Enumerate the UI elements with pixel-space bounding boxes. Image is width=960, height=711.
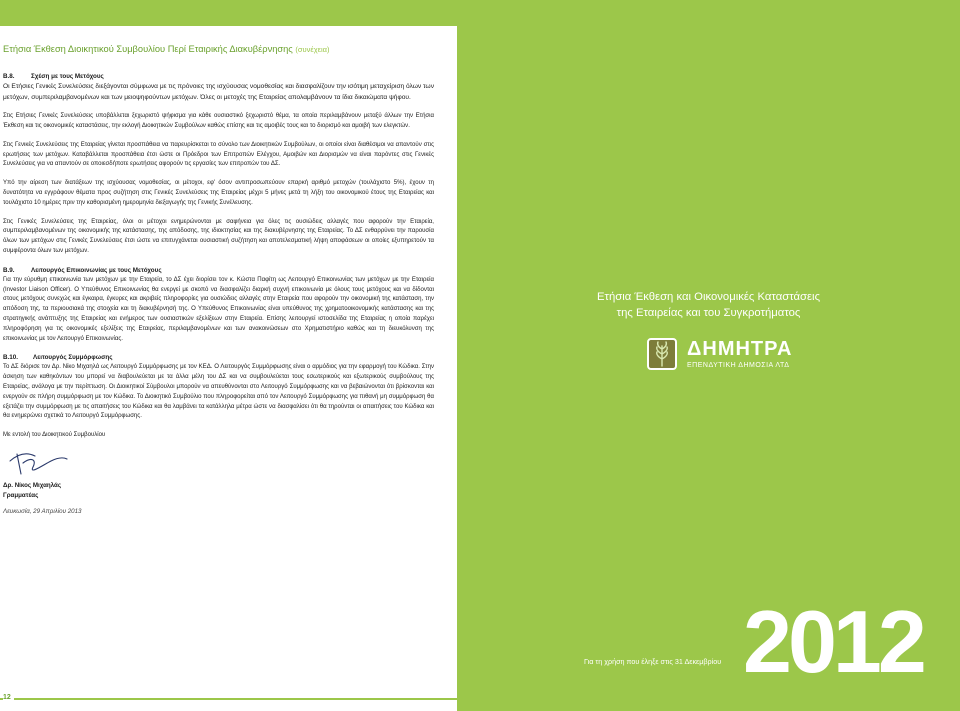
section-heading-b8: [3, 72, 434, 82]
page-title: Ετήσια Έκθεση Διοικητικού Συμβουλίου Περί Εταιρικής Διακυβέρνησης: [3, 44, 293, 54]
section-title: Σχέση με τους Μετόχους: [31, 73, 104, 80]
logo-tagline: ΕΠΕΝΔΥΤΙΚΗ ΔΗΜΟΣΙΑ ΛΤΔ: [687, 362, 790, 369]
section-number: Β.8.: [3, 73, 15, 80]
paragraph: Στις Γενικές Συνελεύσεις της Εταιρείας, όλοι οι μέτοχοι ενημερώνονται με σαφήνεια για όλες τις ουσιώδεις αλλαγές που αφορούν την Εταιρεία, συμπεριλαμβανομένων της οικονομικής της κατάστασης, της απόδοσης, της ιδιοκτησίας και της διακυβέρνησης της Εταιρείας. Το ΔΣ ενθαρρύνει την παρουσία όλων των μετόχων στις Γενικές Συνελεύσεις έτσι ώστε να επιτυγχάνεται ουσιαστική συζήτηση και αποτελεσματική λήψη αποφάσεων οι οποίες εξυπηρετούν τα συμφέροντα όλων των μετόχων.: [3, 218, 434, 254]
wheat-icon: [649, 340, 675, 368]
signature: [3, 447, 434, 481]
paragraph: Οι Ετήσιες Γενικές Συνελεύσεις διεξάγονται σύμφωνα με τις πρόνοιες της ισχύουσας νομοθεσίας και διασφαλίζουν την ισότιμη μεταχείριση όλων των μετόχων, συμπεριλαμβανομένων και των μειοψηφούντων μετόχων. Όλες οι μετοχές της Εταιρείας απολαμβάνουν τα ίδια δικαιώματα ψήφου.: [3, 83, 434, 101]
cover-title: [457, 289, 960, 321]
handwritten-signature: [7, 447, 69, 479]
company-logo: [647, 338, 807, 374]
paragraph: Το ΔΣ διόρισε τον Δρ. Νίκο Μιχαηλά ως Λειτουργό Συμμόρφωσης με τον ΚΕΔ. Ο Λειτουργός Συμμόρφωσης είναι ο αρμόδιος για την εφαρμογή του Κώδικα. Στην άσκηση των καθηκόντων του μπορεί να διαβουλεύεται με τα άλλα μέλη του ΔΣ και να συμβουλεύεται τους εσωτερικούς και εξωτερικούς συμβούλους της Εταιρείας, ανάλογα με την περίπτωση. Οι Διοικητικοί Σύμβουλοι μπορούν να απευθύνονται στο Λειτουργό Συμμόρφωσης και να βεβαιώνονται ότι βρίσκονται και ενεργούν σε πλήρη συμμόρφωση με τον Κώδικα. Το Διοικητικό Συμβούλιο που πληροφορείται από τον Λειτουργό Συμμόρφωσης για πιθανή μη συμμόρφωση θα εξετάζει την συμμόρφωση με τις απαιτήσεις του Κώδικα και θα λαμβάνει τα κατάλληλα μέτρα ώστε να διασφαλίσει ότι θα τηρούνται οι απαιτήσεις του Κώδικα και θα ενημερώνει σχετικά το Λειτουργό Συμμόρφωσης.: [3, 364, 434, 420]
section-number: Β.10.: [3, 354, 19, 362]
section-number: Β.9.: [3, 266, 15, 274]
paragraph: Στις Ετήσιες Γενικές Συνελεύσεις υποβάλλεται ξεχωριστό ψήφισμα για κάθε ουσιαστικό ξεχωριστό θέμα, τα οποία περιλαμβάνουν μεταξύ άλλων την Ετήσια Έκθεση και τις οικονομικές καταστάσεις, την εκλογή Διοικητικών Συμβούλων καθώς επίσης και τις αμοιβές τους και το διορισμό και αμοιβή των ελεγκτών.: [3, 113, 434, 129]
report-body: [3, 72, 434, 517]
year-note: Για τη χρήση που έληξε στις 31 Δεκεμβρίου: [584, 657, 722, 666]
paragraph: Υπό την αίρεση των διατάξεων της ισχύουσας νομοθεσίας, οι μέτοχοι, εφ' όσον αντιπροσωπεύουν επαρκή αριθμό μετοχών (τουλάχιστο 5%), έχουν τη δυνατότητα να εγγράφουν θέματα προς συζήτηση στις Γενικές Συνελεύσεις της Εταιρείας μέχρι 5 μήνες μετά τη λήξη του οικονομικού έτους της Εταιρείας και τουλάχιστο 10 ημέρες πριν την καθορισμένη ημερομηνία διεξαγωγής της Γενικής Συνέλευσης.: [3, 180, 434, 206]
cover-title-line: Ετήσια Έκθεση και Οικονομικές Καταστάσεις: [596, 291, 821, 303]
page-number: 12: [3, 694, 14, 701]
signer-role: Γραμματέας: [3, 491, 39, 499]
report-page: [0, 0, 457, 711]
header-band: [0, 0, 457, 26]
place-date: Λευκωσία, 29 Απριλίου 2013: [3, 508, 82, 516]
signer-name: Δρ. Νίκος Μιχαηλάς: [3, 481, 62, 489]
cover-year: 2012: [743, 592, 923, 691]
section-title: Λειτουργός Επικοινωνίας με τους Μετόχους: [31, 266, 162, 274]
cover-title-line: της Εταιρείας και του Συγκροτήματος: [616, 307, 801, 319]
board-order: Με εντολή του Διοικητικού Συμβουλίου: [3, 432, 106, 439]
continued-label: (συνέχεια): [295, 45, 330, 54]
logo-name: ΔΗΜΗΤΡΑ: [687, 338, 793, 360]
section-title: Λειτουργός Συμμόρφωσης: [33, 354, 113, 362]
paragraph: Στις Γενικές Συνελεύσεις της Εταιρείας γίνεται προσπάθεια να παρευρίσκεται το σύνολο των Διοικητικών Συμβούλων, οι οποίοι είναι διαθέσιμοι να απαντούν στις ερωτήσεις των μετόχων. Καταβάλλεται προσπάθεια έτσι ώστε οι Πρόεδροι των Επιτροπών Ελέγχου, Αμοιβών και Διορισμών να είναι παρόντες στις Γενικές Συνελεύσεις για να απαντούν σε οποιεσδήποτε ερωτήσεις αφορούν τις εργασίες των επιτροπών του ΔΣ.: [3, 141, 434, 168]
section-heading-b10: [3, 353, 434, 363]
page-header: [3, 44, 453, 55]
cover-page: [457, 0, 960, 711]
footer-rule: [0, 698, 457, 700]
paragraph: Για την εύρυθμη επικοινωνία των μετόχων με την Εταιρεία, το ΔΣ έχει διορίσει τον κ. Κώστα Παφίτη ως Λειτουργό Επικοινωνίας των μετόχων με την Εταιρεία (Investor Liaison Officer). Ο Υπεύθυνος Επικοινωνίας θα ενεργεί με σκοπό να διασφαλίζει διαρκή συχνή επικοινωνία με όλους τους μετόχους και να δίδονται στους μετόχους συνεχώς και έγκαιρα, έγκυρες και ακριβείς πληροφορίες για ουσιώδεις αλλαγές στην Εταιρεία που αφορούν την οικονομική της κατάσταση, την απόδοση της, τα περιουσιακά της στοιχεία και τη διακυβέρνησή της. Ο Υπεύθυνος Επικοινωνίας είναι υπεύθυνος της χρηματοοικονομικής κατάστασης και της στρατηγικής ανάπτυξης της Εταιρείας και ενήμερος των ουσιαστικών εξελίξεων στην Εταιρεία. Επίσης λειτουργεί ιστοσελίδα της Εταιρείας η οποία παρέχει πληροφόρηση για τις οικονομικές εξελίξεις της Εταιρείας, περιλαμβανομένων και των ανακοινώσεων στο Χρηματιστήριο καθώς και τη διευκόλυνση της επικοινωνίας με τον Λειτουργό Επικοινωνίας.: [3, 276, 434, 342]
section-heading-b9: [3, 266, 434, 276]
wheat-emblem-icon: [647, 338, 677, 370]
